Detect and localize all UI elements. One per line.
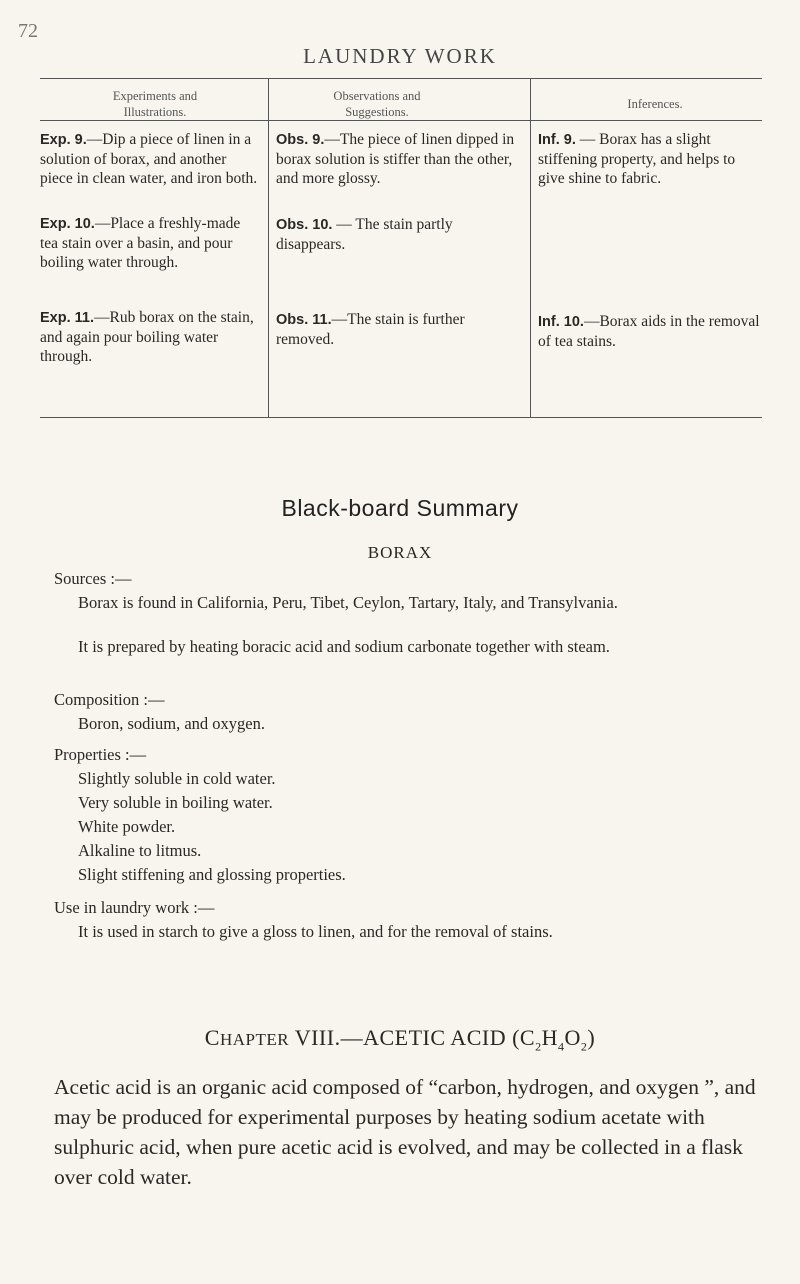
list-item: Slight stiffening and glossing properties. — [78, 865, 346, 884]
formula-o: O — [564, 1025, 581, 1050]
column-header-experiments: Experiments and Illustrations. — [112, 89, 198, 119]
formula-c: C — [519, 1025, 536, 1050]
observation-text: — The stain partly disappears. — [276, 216, 453, 253]
column-header-inferences: Inferences. — [627, 97, 683, 111]
chapter-prefix-rest: HAPTER — [219, 1030, 290, 1049]
body-paragraph: Acetic acid is an organic acid composed of “carbon, hydrogen, and oxygen ”, and may be produced for experimental purposes by heating sodium acetate with sulphuric acid, when pure acetic acid is evolved, and may be collected in a flask over cold water. — [54, 1075, 756, 1189]
item-text: It is used in starch to give a gloss to linen, and for the removal of stains. — [78, 922, 553, 941]
section-label-sources: Sources :— — [54, 569, 132, 588]
inference-label: Inf. 10. — [538, 314, 584, 330]
list-item — [78, 922, 768, 941]
inference-text: — Borax has a slight stiffening property, and helps to give shine to fabric. — [538, 131, 736, 187]
experiment-label: Exp. 9. — [40, 132, 87, 148]
column-header-observations: Observations and Suggestions. — [333, 89, 421, 119]
item-text: Borax is found in California, Peru, Tibet, Ceylon, Tartary, Italy, and Transylvania. — [78, 593, 618, 612]
formula-h-count: 4 — [557, 1039, 565, 1054]
formula-h: H — [541, 1025, 558, 1050]
table-divider-2 — [530, 78, 531, 418]
experiment-label: Exp. 10. — [40, 216, 95, 232]
formula-c-count: 2 — [535, 1039, 542, 1054]
table-row-1-observation — [276, 130, 522, 188]
experiment-text: —Place a freshly-made tea stain over a basin, and pour boiling water through. — [40, 215, 241, 271]
chapter-number: VIII. — [294, 1025, 341, 1050]
experiment-text: —Dip a piece of linen in a solution of borax, and another piece in clean water, and iron both. — [40, 131, 258, 187]
table-row-3-observation — [276, 310, 522, 349]
section-label-composition: Composition :— — [54, 690, 165, 709]
observation-label: Obs. 9. — [276, 132, 325, 148]
experiment-label: Exp. 11. — [40, 310, 95, 326]
inference-label: Inf. 9. — [538, 132, 576, 148]
section-label-use: Use in laundry work :— — [54, 898, 215, 917]
list-item: Alkaline to litmus. — [78, 841, 202, 860]
table-row-3-experiment — [40, 308, 262, 366]
table-divider-1 — [268, 78, 269, 418]
list-item — [78, 637, 768, 656]
chapter-prefix-cap: C — [204, 1025, 220, 1050]
table-row-1-experiment — [40, 130, 262, 188]
table-rule-top — [40, 78, 762, 79]
observation-text: —The stain is further removed. — [276, 311, 465, 348]
summary-title: Black-board Summary — [281, 495, 519, 521]
list-item: White powder. — [78, 817, 176, 836]
chapter-title: —ACETIC ACID — [340, 1025, 507, 1050]
observation-label: Obs. 11. — [276, 312, 332, 328]
chapter-heading — [0, 1025, 800, 1054]
inference-text: —Borax aids in the removal of tea stains. — [538, 313, 760, 350]
table-row-2-experiment — [40, 214, 262, 272]
page-number: 72 — [18, 20, 38, 42]
section-label-properties: Properties :— — [54, 745, 147, 764]
experiments-table — [40, 78, 762, 418]
list-item: Very soluble in boiling water. — [78, 793, 273, 812]
item-text: It is prepared by heating boracic acid and sodium carbonate together with steam. — [78, 637, 610, 656]
list-item — [78, 593, 768, 612]
list-item: Slightly soluble in cold water. — [78, 769, 276, 788]
formula-o-count: 2 — [580, 1039, 588, 1054]
table-row-3-inference — [538, 312, 762, 351]
running-head: LAUNDRY WORK — [303, 44, 497, 68]
summary-subtitle: BORAX — [367, 543, 433, 562]
observation-label: Obs. 10. — [276, 217, 333, 233]
table-rule-bottom — [40, 417, 762, 418]
table-row-1-inference — [538, 130, 762, 188]
table-rule-header — [40, 120, 762, 121]
table-row-2-observation — [276, 215, 522, 254]
chemical-formula: $(C_2H_4O_2)$ — [512, 1025, 596, 1054]
observation-text: —The piece of linen dipped in borax solution is stiffer than the other, and more glossy. — [276, 131, 515, 187]
experiment-text: —Rub borax on the stain, and again pour boiling water through. — [40, 309, 254, 365]
list-item: Boron, sodium, and oxygen. — [78, 714, 265, 733]
